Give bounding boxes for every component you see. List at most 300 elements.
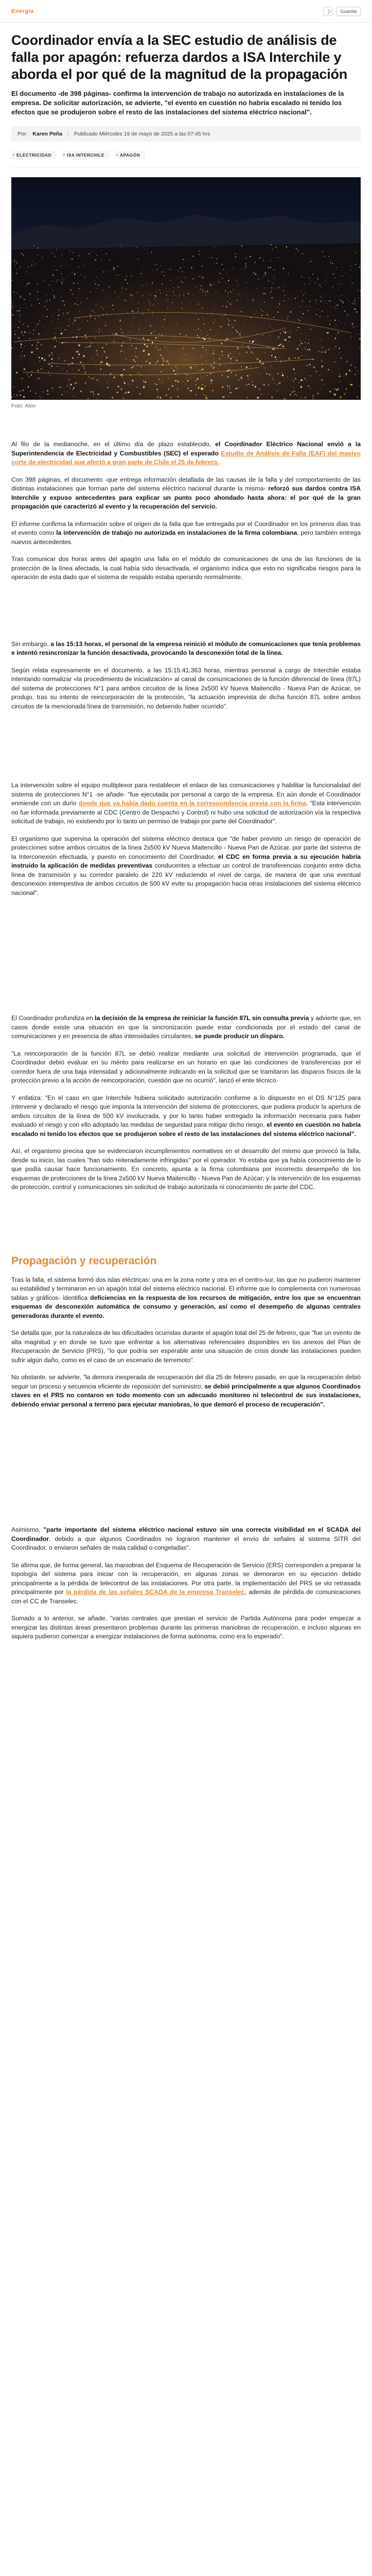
city-light <box>232 327 233 328</box>
city-light <box>213 323 214 324</box>
city-light <box>355 264 356 265</box>
city-light <box>51 365 52 367</box>
city-light <box>75 320 76 321</box>
city-light <box>271 291 272 292</box>
city-light <box>69 379 70 380</box>
city-light <box>310 261 311 262</box>
city-light <box>330 300 331 301</box>
city-light <box>303 295 304 296</box>
city-light <box>335 277 336 278</box>
city-light <box>107 387 109 388</box>
city-light <box>94 312 95 313</box>
city-light <box>126 359 127 360</box>
city-light <box>163 359 164 360</box>
city-light <box>18 337 19 338</box>
city-light <box>221 343 222 344</box>
city-light <box>340 396 341 398</box>
share-icon[interactable] <box>323 7 332 16</box>
city-light <box>63 313 64 314</box>
city-light <box>167 350 168 351</box>
city-light <box>21 332 22 333</box>
city-light <box>312 398 313 399</box>
city-light <box>95 259 96 260</box>
city-light <box>228 280 229 281</box>
city-light <box>300 343 302 344</box>
inline-link[interactable]: Estudio de Análisis de Falla (EAF) <box>221 449 326 457</box>
city-light <box>321 339 322 340</box>
city-light <box>185 354 186 355</box>
city-light <box>84 372 86 374</box>
city-light <box>202 277 203 278</box>
city-light <box>39 396 40 397</box>
text-run: La intervención sobre el equipo multiplexor para restablecer el enlace de las comunicaciones y habilitar la funcionalidad del sistema de protecciones N°1 -se añade- "fue ejecutada por personal a cargo de la empresa. En aún donde el Coordinador enmiende con un durio <box>11 782 361 807</box>
city-light <box>74 274 75 275</box>
bold-text: la decisión de la empresa de reiniciar la función 87L sin consulta previa <box>95 1014 309 1022</box>
city-light <box>51 359 53 360</box>
city-light <box>84 334 86 336</box>
city-light <box>52 275 54 276</box>
city-light <box>76 351 78 352</box>
city-light <box>151 332 152 334</box>
city-light <box>302 355 303 357</box>
city-light <box>138 308 139 309</box>
city-light <box>290 342 291 343</box>
city-light <box>157 265 158 266</box>
city-light <box>258 372 259 373</box>
city-light <box>202 347 204 348</box>
city-light <box>197 378 199 380</box>
city-light <box>106 363 108 364</box>
city-light <box>264 293 265 294</box>
city-light <box>210 380 212 381</box>
city-light <box>164 319 165 320</box>
city-light <box>192 278 193 279</box>
city-light <box>276 247 277 248</box>
city-light <box>305 342 306 343</box>
city-light <box>159 379 160 380</box>
city-light <box>229 331 230 332</box>
city-light <box>241 397 242 398</box>
city-light <box>335 337 336 338</box>
city-light <box>230 298 231 299</box>
city-light <box>316 292 317 293</box>
city-light <box>130 295 131 296</box>
city-light <box>37 370 39 371</box>
city-light <box>231 372 232 374</box>
city-light <box>176 324 177 325</box>
city-light <box>294 394 295 395</box>
city-light <box>139 329 140 330</box>
city-light <box>95 318 96 319</box>
city-light <box>144 341 145 342</box>
city-light <box>19 310 20 311</box>
city-light <box>48 364 50 365</box>
city-light <box>54 338 55 340</box>
city-light <box>147 346 148 347</box>
city-light <box>262 335 263 336</box>
tag-item[interactable]: ELECTRICIDAD <box>11 151 57 159</box>
city-light <box>146 361 147 362</box>
city-light <box>307 365 308 366</box>
city-light <box>297 327 298 328</box>
city-light <box>160 354 162 356</box>
city-light <box>233 268 234 269</box>
city-light <box>14 330 15 331</box>
publish-date: Publicado Miércoles 19 de mayo de 2025 a las 07:45 hrs <box>74 131 210 137</box>
text-run: y advierte que, en casos donde existe una situación en que la sincronización puede estar condicionada por el estado del canal de comunicaciones y en presencia de altas intensidades circulantes, <box>11 1014 361 1040</box>
city-light <box>22 351 23 352</box>
city-light <box>359 348 360 349</box>
city-light <box>327 332 329 334</box>
city-light <box>166 361 167 362</box>
city-light <box>173 338 174 339</box>
city-light <box>275 278 276 279</box>
city-light <box>338 388 339 389</box>
article-paragraph <box>11 666 361 711</box>
city-light <box>11 261 12 262</box>
city-light <box>221 351 223 352</box>
city-light <box>203 318 204 319</box>
city-light <box>65 329 66 330</box>
bold-text: se puede producir un disparo. <box>194 1032 285 1040</box>
city-light <box>195 384 197 385</box>
city-light <box>284 295 285 296</box>
city-light <box>57 366 58 367</box>
city-light <box>148 300 149 301</box>
city-light <box>202 265 203 266</box>
city-light <box>135 351 136 352</box>
city-light <box>52 357 53 358</box>
city-light <box>103 272 104 273</box>
city-light <box>201 369 202 370</box>
city-light <box>352 283 353 284</box>
city-light <box>122 398 123 399</box>
city-light <box>287 318 288 319</box>
city-light <box>202 369 204 370</box>
city-light <box>100 361 102 363</box>
city-light <box>262 363 264 364</box>
city-light <box>44 306 45 307</box>
city-light <box>80 391 82 392</box>
city-light <box>20 296 21 297</box>
city-light <box>106 357 108 359</box>
city-light <box>91 378 92 379</box>
city-light <box>138 311 139 312</box>
text-run: El organismo que supervisa la operación del sistema eléctrico destaca que "de haber previsto un riesgo de operación de protecciones sobre ambos circuitos de la línea 2x500 kV Nueva Maitencillo - Nueva Pan de Azúcar, por parte del sistema de la Interconexión efectuada, y puesto en conocimiento del Coordinador, <box>11 835 361 860</box>
city-light <box>49 284 50 285</box>
city-light <box>210 329 211 330</box>
bold-text: deficiencias en la respuesta de los recursos de mitigación, entre los que se encuentran esquemas de desconexión automática de consumo y generación, así como el desempeño de algunas centrales generadoras durante el evento. <box>11 1294 361 1319</box>
article-paragraph <box>11 555 361 582</box>
city-light <box>355 367 356 368</box>
city-light <box>93 310 94 311</box>
city-light <box>44 280 45 281</box>
city-light <box>336 389 338 391</box>
city-light <box>342 302 343 303</box>
city-light <box>316 314 317 315</box>
city-light <box>193 294 194 295</box>
city-light <box>254 309 255 310</box>
city-light <box>39 322 40 323</box>
city-light <box>178 311 179 312</box>
city-light <box>72 332 73 333</box>
city-light <box>123 342 124 343</box>
inline-link[interactable]: del masivo corte de electricidad que afectó a gran parte de Chile el 25 de febrero. <box>11 449 361 466</box>
city-light <box>230 353 231 354</box>
city-light <box>299 345 300 346</box>
city-light <box>168 363 169 364</box>
city-light <box>341 295 342 296</box>
city-light <box>186 335 187 336</box>
city-light <box>85 337 86 338</box>
city-light <box>334 388 336 390</box>
city-light <box>281 372 282 373</box>
city-light <box>227 354 229 356</box>
city-light <box>141 265 143 266</box>
city-light <box>67 385 68 386</box>
text-run: Al filo de la medianoche, en el último día de plazo establecido, <box>11 440 216 448</box>
city-light <box>47 301 48 302</box>
city-light <box>178 396 179 397</box>
city-light <box>22 389 24 391</box>
inline-link[interactable]: donde que ya había dado cuenta en la correspondencia previa con la firma <box>78 800 306 807</box>
city-light <box>152 269 153 270</box>
city-light <box>16 273 17 274</box>
city-light <box>152 342 153 343</box>
city-light <box>138 328 139 329</box>
city-light <box>52 252 53 253</box>
city-light <box>101 259 102 260</box>
article-paragraph <box>11 781 361 826</box>
city-light <box>252 384 254 386</box>
city-light <box>210 285 211 286</box>
city-light <box>320 316 321 317</box>
city-light <box>121 377 122 378</box>
city-light <box>285 339 286 341</box>
city-light <box>242 345 243 346</box>
city-light <box>238 380 239 381</box>
city-light <box>74 319 75 320</box>
city-light <box>345 374 347 376</box>
city-light <box>44 359 45 361</box>
city-light <box>104 322 105 323</box>
city-light <box>264 275 265 276</box>
city-light <box>137 292 138 293</box>
article-paragraph <box>11 1373 361 1409</box>
city-light <box>225 291 226 292</box>
city-light <box>137 357 138 358</box>
tag-item[interactable]: ISA INTERCHILE <box>62 151 110 159</box>
city-light <box>83 366 84 367</box>
city-light <box>225 281 226 282</box>
city-light <box>64 360 65 361</box>
city-light <box>185 253 186 254</box>
city-light <box>118 275 119 276</box>
city-light <box>224 366 225 367</box>
city-light <box>61 333 62 334</box>
city-light <box>265 369 266 370</box>
city-light <box>277 312 278 313</box>
city-light <box>322 311 323 312</box>
city-light <box>55 346 56 347</box>
city-light <box>249 341 250 342</box>
city-light <box>276 384 277 385</box>
city-light <box>279 257 280 258</box>
city-light <box>226 273 227 274</box>
city-light <box>261 315 262 316</box>
city-light <box>90 314 91 315</box>
city-light <box>92 358 93 359</box>
city-light <box>131 384 132 385</box>
city-light <box>277 390 278 391</box>
city-light <box>51 352 52 353</box>
article-title: Coordinador envía a la SEC estudio de análisis de falla por apagón: refuerza dardos a ISA Interchile y aborda el por qué de la magnitud de la propagación <box>11 32 348 82</box>
text-run: Se afirma que, de forma general, las maniobras del Esquema de Recuperación de Servicio (ERS) corresponden a preparar la topología del sistema para iniciar con la recuperación, en algunas zonas se demoraron en su ejecución debido principalmente a la pérdida de telecontrol de las instalaciones. Por otra parte, la implementación del PRS se vio retrasada principalmente por <box>11 1561 361 1596</box>
city-light <box>307 349 308 350</box>
city-light <box>294 373 295 374</box>
city-light <box>344 393 345 395</box>
city-light <box>87 398 88 399</box>
city-light <box>117 316 118 317</box>
city-light <box>288 298 289 299</box>
city-light <box>198 387 199 389</box>
city-light <box>317 279 318 280</box>
city-light <box>222 375 223 376</box>
city-light <box>237 300 238 301</box>
text-run: Con 398 páginas, el documento -que entrega información detallada de las causas de la falla y del comportamiento de las distintas instalaciones que forman parte del sistema eléctrico nacional durante la misma- <box>11 476 361 492</box>
bold-text: a las 15:13 horas, el personal de la empresa reinició el módulo de comunicaciones que tenía problemas e intentó resincronizar la función desactivada, provocando la desconexión total de la línea. <box>11 640 361 656</box>
city-light <box>173 291 174 292</box>
city-light <box>219 364 221 366</box>
city-light <box>332 370 333 371</box>
city-light <box>268 315 269 316</box>
city-light <box>145 380 146 381</box>
city-light <box>210 382 211 383</box>
city-light <box>79 288 80 289</box>
inline-link[interactable]: la pérdida de las señales SCADA de la empresa Transelec <box>66 1588 245 1596</box>
city-light <box>78 266 79 267</box>
city-light <box>142 295 143 296</box>
city-light <box>246 366 247 368</box>
city-light <box>99 332 100 333</box>
city-light <box>52 290 53 291</box>
city-light <box>284 291 285 292</box>
city-light <box>329 391 331 393</box>
city-light <box>155 347 156 348</box>
city-light <box>318 309 319 310</box>
city-light <box>212 390 213 391</box>
city-light <box>329 324 330 325</box>
ad-space <box>11 590 361 640</box>
city-light <box>336 267 337 268</box>
city-light <box>322 251 323 252</box>
city-light <box>196 394 197 395</box>
city-light <box>86 347 87 348</box>
city-light <box>308 343 309 344</box>
city-light <box>62 283 63 284</box>
city-light <box>222 306 223 307</box>
city-light <box>201 355 202 356</box>
city-light <box>357 370 358 371</box>
city-light <box>20 308 21 309</box>
city-light <box>159 289 160 290</box>
city-light <box>21 344 22 345</box>
city-light <box>280 333 281 334</box>
city-light <box>126 289 127 290</box>
city-light <box>285 332 286 333</box>
city-light <box>78 329 79 330</box>
city-light <box>162 272 163 273</box>
text-run: Y enfatiza: "En el caso en que Interchile hubiera solicitado autorización conforme a lo dispuesto en el DS N°125 para intervenir y declarado el riesgo que imponía la intervención del sistema de protecciones, que pudiera producir la apertura de ambos circuitos de la línea de 500 kV involucrada, y por lo tanto haber entregado la información necesaria para haber evaluado el riesgo y con ello adoptado las medidas de seguridad para mitigar dicho riesgo, <box>11 1094 361 1128</box>
city-light <box>72 258 73 259</box>
city-light <box>345 333 346 334</box>
city-light <box>75 273 76 274</box>
city-light <box>151 346 152 347</box>
city-light <box>64 304 65 306</box>
city-light <box>85 382 86 383</box>
city-light <box>106 344 107 345</box>
city-light <box>298 327 299 328</box>
city-light <box>120 320 121 321</box>
section-label[interactable]: Energía <box>11 8 34 14</box>
city-light <box>269 335 270 336</box>
city-light <box>195 366 196 367</box>
article-lead: El documento -de 398 páginas- confirma la intervención de trabajo no autorizada en instalaciones de la empresa. De solicitar autorización, se advierte, "el evento en cuestión no habría escalado ni tenido los efectos que se produjeron sobre el resto de las instalaciones del sistema eléctrico nacional". <box>11 90 344 116</box>
city-light <box>252 352 253 353</box>
city-light <box>132 295 133 296</box>
city-light <box>246 282 247 283</box>
city-light <box>118 266 119 267</box>
city-light <box>309 301 310 302</box>
city-light <box>199 254 200 255</box>
city-light <box>295 378 296 380</box>
city-light <box>66 370 67 371</box>
city-light <box>103 374 104 375</box>
city-light <box>157 361 158 362</box>
city-light <box>154 331 155 332</box>
city-light <box>298 382 299 383</box>
city-light <box>218 281 219 282</box>
city-light <box>328 256 329 257</box>
city-light <box>51 321 52 322</box>
city-light <box>65 301 66 302</box>
city-light <box>318 351 320 352</box>
author-name[interactable]: Karen Peña <box>32 131 63 137</box>
city-light <box>144 344 146 345</box>
city-light <box>230 392 232 394</box>
city-light <box>47 390 48 392</box>
city-light <box>279 287 280 289</box>
city-light <box>158 334 160 335</box>
city-light <box>33 330 34 331</box>
city-light <box>72 272 73 273</box>
city-light <box>237 331 238 333</box>
city-light <box>106 253 107 254</box>
save-button[interactable]: Guardar <box>336 7 361 16</box>
city-light <box>140 366 141 367</box>
city-light <box>54 266 55 267</box>
city-light <box>227 301 228 302</box>
city-light <box>283 268 284 269</box>
city-light <box>314 359 315 360</box>
city-light <box>328 349 329 350</box>
text-run: Según relata expresamente en el documento, a las 15:15:41.363 horas, mientras personal a cargo de Interchile estaba intentando normalizar «la procedimiento de inicialización» al canal de comunicaciones de la función diferencial de línea (87L) del sistema de protecciones N°1 para ambos circuitos de la línea 2x500 kV Nueva Maitencillo - Nueva Pan de Azúcar, se produjo, tras su intento de reincorporación de la protección, "la actuación imprevista de dicha función 87L sobre ambos circuitos de la mencionada línea de transmisión, no debiendo haber ocurrido". <box>11 666 361 710</box>
bold-text: reforzó sus dardos contra ISA Interchile y expuso antecedentes para explicar un punto poco ahondado hasta ahora: el por qué de la gran propagación que caracterizó al evento y la recuperación del servicio. <box>11 485 361 510</box>
city-light <box>256 310 257 311</box>
tag-item[interactable]: APAGÓN <box>115 151 145 159</box>
city-light <box>333 348 334 349</box>
city-light <box>342 267 343 268</box>
